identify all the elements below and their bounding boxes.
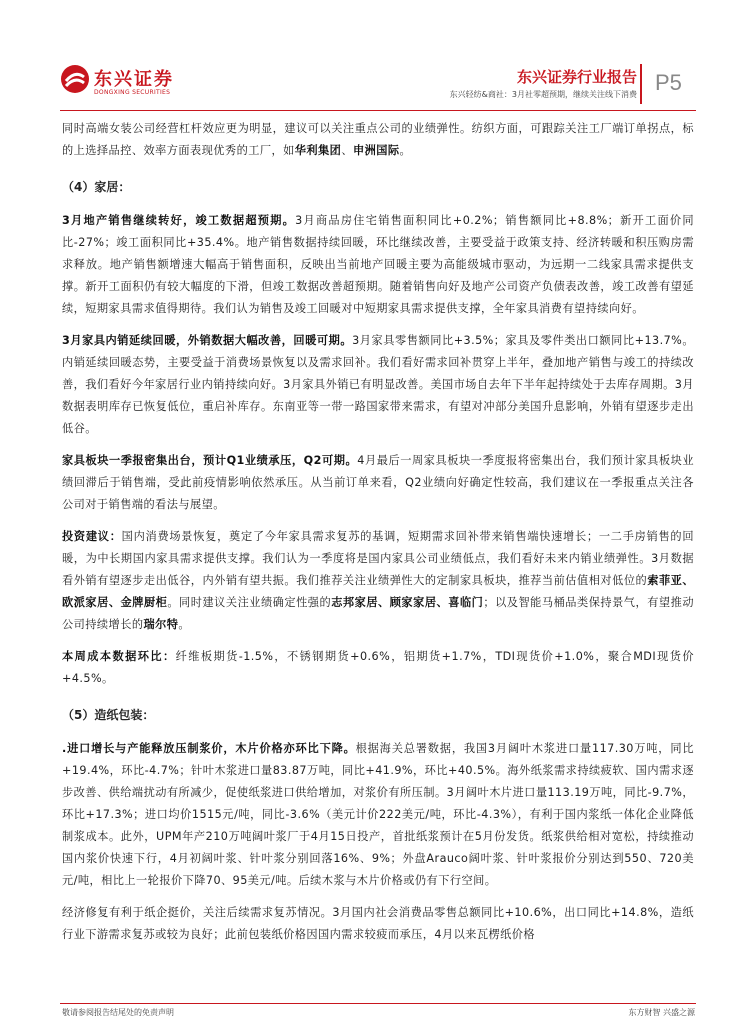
- lead-sentence: .进口增长与产能释放压制浆价，木片价格亦环比下降。: [62, 742, 356, 755]
- section-heading-home: （4）家居：: [62, 180, 131, 194]
- paragraph-property: [62, 210, 694, 320]
- text: 3月商品房住宅销售面积同比+0.2%；销售额同比+8.8%；新开工面价同比-27%；竣工面积同比+35.4%。地产销售数据持续回暖，环比继续改善，主要受益于政策支持、经济转暖和积压购房需求释放。地产销售额增速大幅高于销售面积，反映出当前地产回暖主要为高能级城市驱动，为远期一二线家具需求提供支撑。新开工面积仍有较大幅度的下滑，但竣工数据改善超预期。随着销售向好及地产公司资产负债表改善，竣工改善有望延续，短期家具需求值得期待。我们认为销售及竣工回暖对中短期家具需求提供支撑，全年家具消费有望持续向好。: [62, 214, 694, 315]
- logo-mark-icon: [60, 64, 90, 94]
- text: 3月家具零售额同比+3.5%；家具及零件类出口额同比+13.7%。内销延续回暖态势，主要受益于消费场景恢复以及需求回补。我们看好需求回补贯穿上半年，叠加地产销售与竣工的持续改善，我们看好今年家居行业内销持续向好。3月家具外销已有明显改善。美国市场自去年下半年起持续处于去库存周期。3月数据表明库存已恢复低位，重启补库存。东南亚等一带一路国家带来需求，有望对冲部分美国升息影响，外销有望逐步走出低谷。: [62, 334, 694, 435]
- paragraph-paper-demand: [62, 902, 694, 946]
- page-number: P5: [655, 70, 682, 95]
- paragraph-pulp-imports: [62, 738, 694, 892]
- paragraph-cost-data: [62, 646, 694, 690]
- text: 。: [178, 618, 191, 631]
- text: 4月最后一周家具板块一季度报将密集出台，我们预计家具板块业绩回滞后于销售端，受此前疫情影响依然承压。从当前订单来看，Q2业绩向好确定性较高，我们建议在一季报重点关注各公司对于销售端的看法与展望。: [62, 454, 695, 511]
- text: 纤维板期货-1.5%，不锈钢期货+0.6%，铝期货+1.7%，TDI现货价+1.0%，聚合MDI现货价+4.5%。: [62, 650, 694, 685]
- text: 国内消费场景恢复，奠定了今年家具需求复苏的基调，短期需求回补带来销售端快速增长；一二手房销售的回暖，为中长期国内家具需求提供支撑。我们认为一季度将是国内家具公司业绩低点，我们看好未来内销业绩弹性。3月数据看外销有望逐步走出低谷，内外销有望共振。我们推荐关注业绩弹性大的定制家具板块，推荐当前估值相对低位的: [62, 530, 694, 587]
- company-name: 华利集团: [294, 144, 342, 157]
- lead-sentence: 投资建议：: [62, 530, 122, 543]
- footer-rule: [60, 1003, 696, 1004]
- text: 。: [399, 144, 412, 157]
- logo-text-cn: 东兴证券: [94, 69, 174, 90]
- header-divider: [640, 64, 642, 104]
- footer-disclaimer: 敬请参阅报告结尾处的免责声明: [62, 1008, 174, 1017]
- paragraph-apparel: [62, 118, 694, 162]
- paragraph-investment-advice: [62, 526, 694, 636]
- text: 经济修复有利于纸企挺价，关注后续需求复苏情况。3月国内社会消费品零售总额同比+10.6%，出口同比+14.8%，造纸行业下游需求复苏或较为良好；此前包装纸价格因国内需求较疲而承压，4月以来瓦楞纸价格: [62, 906, 694, 941]
- lead-sentence: 3月地产销售继续转好，竣工数据超预期。: [62, 214, 296, 227]
- section-heading-paper: （5）造纸包装：: [62, 708, 155, 722]
- report-type: 东兴证券行业报告: [516, 68, 637, 86]
- paragraph-q1-reports: [62, 450, 694, 516]
- logo-text-en: DONGXING SECURITIES: [94, 89, 171, 96]
- paragraph-furniture-sales: [62, 330, 694, 440]
- company-logo: [60, 62, 195, 102]
- text: 。同时建议关注业绩确定性强的: [167, 596, 332, 609]
- page-header: [0, 0, 755, 112]
- lead-sentence: 本周成本数据环比：: [62, 650, 176, 663]
- lead-sentence: 3月家具内销延续回暖，外销数据大幅改善，回暖可期。: [62, 334, 353, 347]
- text: 根据海关总署数据，我国3月阔叶木浆进口量117.30万吨，同比+19.4%，环比-4.7%；针叶木浆进口量83.87万吨，同比+41.9%，环比+40.5%。海外纸浆需求持续疲软、国内需求逐步改善、供给端扰动有所减少，促使纸浆进口供给增加，对浆价有所压制。3月阔叶木片进口量113.19万吨，同比-9.7%，环比+17.3%；进口均价1515元/吨，同比-3.6%（美元计价222美元/吨，环比-4.3%），有利于国内浆纸一体化企业降低制浆成本。此外，UPM年产210万吨阔叶浆厂于4月15日投产，首批纸浆预计在5月份发货。纸浆供给相对宽松，持续推动国内浆价快速下行，4月初阔叶浆、针叶浆分别回落16%、9%；外盘Arauco阔叶浆、针叶浆报价分别达到550、720美元/吨，相比上一轮报价下降70、95美元/吨。后续木浆与木片价格或仍有下行空间。: [62, 742, 694, 887]
- report-body: [62, 118, 694, 956]
- text: 、: [341, 144, 353, 157]
- company-names: 志邦家居、顾家家居、喜临门: [331, 596, 484, 609]
- report-subtitle: 东兴轻纺&商社：3月社零超预期，继续关注线下消费: [449, 90, 637, 99]
- footer-slogan: 东方财智 兴盛之源: [628, 1008, 695, 1017]
- company-name: 申洲国际: [352, 144, 400, 157]
- text: ；以及智能马桶品类保持景气，有望推动公司持续增长的: [62, 596, 694, 631]
- lead-sentence: 家具板块一季报密集出台，预计Q1业绩承压，Q2可期。: [62, 454, 358, 467]
- header-rule: [60, 110, 696, 111]
- text: 同时高端女装公司经营杠杆效应更为明显，建议可以关注重点公司的业绩弹性。纺织方面，可跟踪关注工厂端订单拐点，标的上选择品控、效率方面表现优秀的工厂，如: [62, 122, 694, 157]
- company-names: 索菲亚、欧派家居、金牌厨柜: [62, 574, 694, 609]
- company-name: 瑞尔特: [143, 618, 179, 631]
